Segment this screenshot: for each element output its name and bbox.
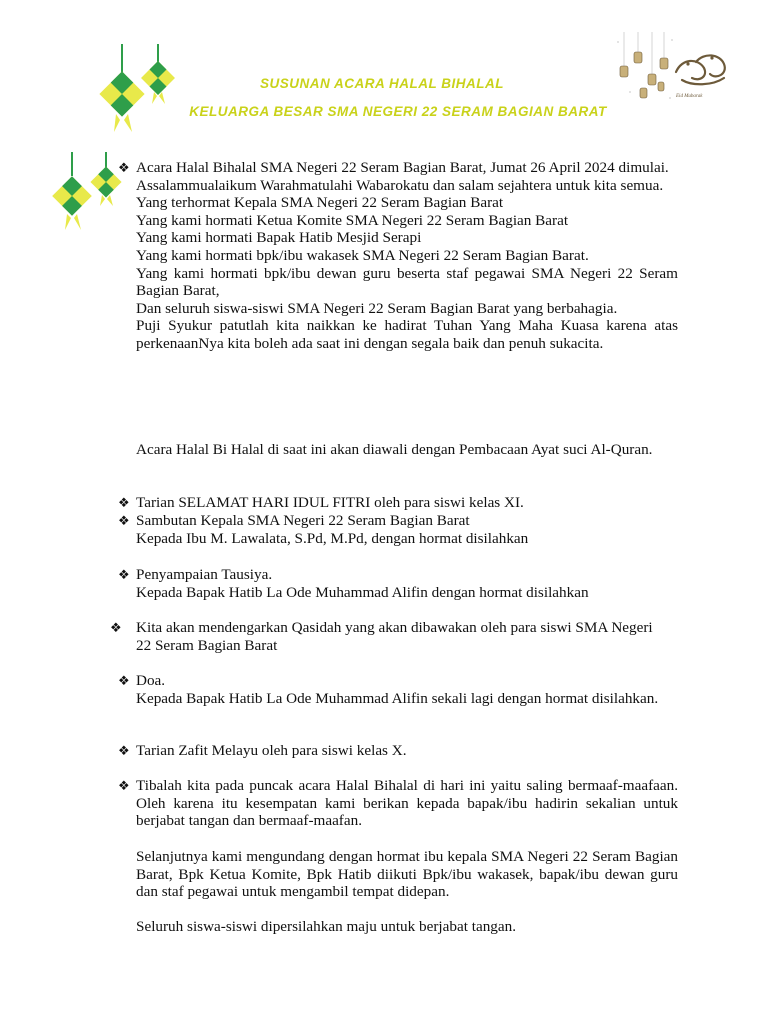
agenda-text: Tibalah kita pada puncak acara Halal Bihalal di hari ini yaitu saling bermaaf-maafaan. Oleh karena itu kesempatan kami berikan kepada bapak/ibu hadirin sekalian untuk berjabat tangan dan bermaaf-maafan. (136, 777, 678, 830)
bullet-diamond-icon: ❖ (118, 513, 130, 528)
bullet-diamond-icon: ❖ (118, 160, 130, 175)
agenda-item-tarian-idul-fitri (118, 494, 678, 512)
opening-line: Yang kami hormati bpk/ibu dewan guru beserta staf pegawai SMA Negeri 22 Seram Bagian Barat, (136, 264, 678, 300)
agenda-text: Tarian Zafit Melayu oleh para siswi kelas X. (136, 742, 407, 759)
opening-line: Dan seluruh siswa-siswi SMA Negeri 22 Seram Bagian Barat yang berbahagia. (136, 299, 618, 317)
opening-line: Yang terhormat Kepala SMA Negeri 22 Seram Bagian Barat (136, 194, 504, 212)
bullet-diamond-icon: ❖ (110, 620, 122, 635)
bullet-diamond-icon: ❖ (118, 778, 130, 793)
agenda-text: Tarian SELAMAT HARI IDUL FITRI oleh para siswi kelas XI. (136, 494, 524, 511)
agenda-text: Sambutan Kepala SMA Negeri 22 Seram Bagian Barat (136, 512, 470, 529)
opening-line: Yang kami hormati bpk/ibu wakasek SMA Negeri 22 Seram Bagian Barat. (136, 246, 589, 264)
agenda-subtext: Kepada Bapak Hatib La Ode Muhammad Alifin dengan hormat disilahkan (136, 583, 589, 601)
bullet-diamond-icon: ❖ (118, 495, 130, 510)
opening-line: Yang kami hormati Bapak Hatib Mesjid Serapi (136, 229, 422, 247)
quran-paragraph: Acara Halal Bi Halal di saat ini akan diawali dengan Pembacaan Ayat suci Al-Quran. (136, 441, 653, 458)
penutup-paragraph: Seluruh siswa-siswi dipersilahkan maju untuk berjabat tangan. (136, 918, 517, 935)
agenda-subtext: Kepada Bapak Hatib La Ode Muhammad Alifin sekali lagi dengan hormat disilahkan. (136, 689, 659, 707)
agenda-item-tausiya (118, 566, 678, 601)
agenda-text: Doa. (136, 672, 166, 689)
agenda-item-puncak (118, 777, 678, 830)
agenda-item-qasidah (110, 619, 678, 654)
agenda-subtext: Kepada Ibu M. Lawalata, S.Pd, M.Pd, dengan hormat disilahkan (136, 529, 529, 547)
agenda-text: Penyampaian Tausiya. (136, 566, 273, 583)
agenda-item-sambutan (118, 512, 678, 547)
opening-line: Assalammualaikum Warahmatulahi Wabarokatu dan salam sejahtera untuk kita semua. (136, 176, 664, 194)
opening-line: Puji Syukur patutlah kita naikkan ke hadirat Tuhan Yang Maha Kuasa karena atas perkenaanNya kita boleh ada saat ini dengan segala baik dan penuh sukacita. (136, 317, 678, 352)
opening-section (118, 159, 678, 353)
page-title: SUSUNAN ACARA HALAL BIHALAL (260, 76, 504, 91)
eid-lantern-calligraphy-icon (612, 32, 732, 110)
page-subtitle: KELUARGA BESAR SMA NEGERI 22 SERAM BAGIAN BARAT (189, 104, 607, 119)
bullet-diamond-icon: ❖ (118, 673, 130, 688)
agenda-text: Kita akan mendengarkan Qasidah yang akan dibawakan oleh para siswi SMA Negeri 22 Seram Bagian Barat (136, 619, 653, 654)
eid-caption: Eid Mubarak (676, 94, 703, 99)
undangan-paragraph: Selanjutnya kami mengundang dengan hormat ibu kepala SMA Negeri 22 Seram Bagian Barat, Bpk Ketua Komite, Bpk Hatib diikuti Bpk/ibu wakasek, bapak/ibu dewan guru dan staf pegawai untuk mengambil tempat didepan. (136, 848, 678, 901)
bullet-diamond-icon: ❖ (118, 743, 130, 758)
agenda-item-doa (118, 672, 678, 707)
agenda-item-tarian-zafit (118, 742, 678, 760)
opening-line: Acara Halal Bihalal SMA Negeri 22 Seram Bagian Barat, Jumat 26 April 2024 dimulai. (136, 159, 669, 176)
opening-line: Yang kami hormati Ketua Komite SMA Negeri 22 Seram Bagian Barat (136, 211, 569, 229)
bullet-diamond-icon: ❖ (118, 567, 130, 582)
